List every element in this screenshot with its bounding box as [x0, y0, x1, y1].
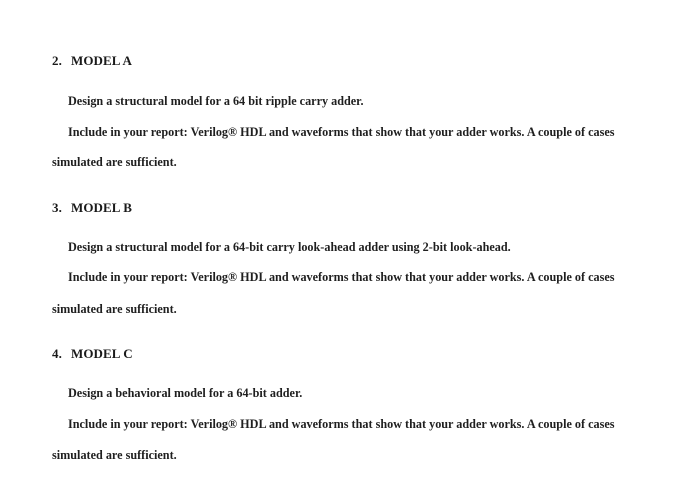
model-c-description: Design a behavioral model for a 64-bit adder. — [68, 386, 303, 400]
section-title: MODEL A — [70, 53, 132, 68]
section-number: 4. — [52, 346, 62, 361]
model-b-description: Design a structural model for a 64-bit carry look-ahead adder using 2-bit look-ahead. — [68, 240, 511, 254]
section-number: 2. — [52, 53, 62, 68]
model-a-description: Design a structural model for a 64 bit ripple carry adder. — [68, 94, 364, 108]
model-b-report-instructions-continued: simulated are sufficient. — [52, 302, 177, 316]
section-heading-model-b — [52, 200, 132, 216]
section-title: MODEL B — [70, 200, 132, 215]
model-b-report-instructions: Include in your report: Verilog® HDL and waveforms that show that your adder works. A couple of cases — [68, 270, 615, 284]
model-c-report-instructions-continued: simulated are sufficient. — [52, 448, 177, 462]
model-c-report-instructions: Include in your report: Verilog® HDL and waveforms that show that your adder works. A couple of cases — [68, 417, 615, 431]
section-heading-model-a — [52, 53, 132, 69]
section-title: MODEL C — [70, 346, 133, 361]
section-number: 3. — [52, 200, 62, 215]
section-heading-model-c — [52, 346, 133, 362]
model-a-report-instructions-continued: simulated are sufficient. — [52, 155, 177, 169]
model-a-report-instructions: Include in your report: Verilog® HDL and waveforms that show that your adder works. A couple of cases — [68, 125, 615, 139]
